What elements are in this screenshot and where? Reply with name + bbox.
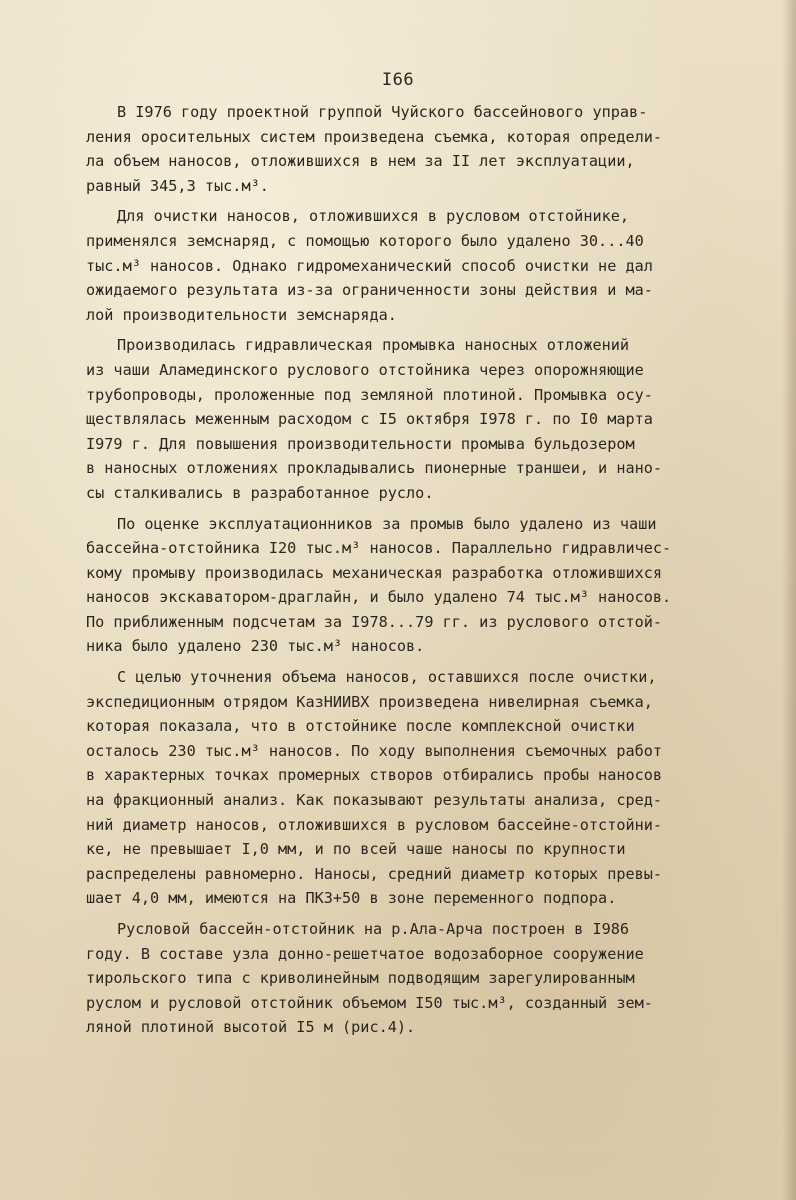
text-line: В I976 году проектной группой Чуйского бассейнового управ-	[117, 103, 648, 121]
text-line: экспедиционным отрядом КазНИИВХ произведена нивелирная съемка,	[86, 692, 653, 711]
text-line: которая показала, что в отстойнике после комплексной очистки	[86, 717, 635, 736]
text-line: лой производительности земснаряда.	[86, 305, 397, 324]
text-line: применялся земснаряд, с помощью которого было удалено 30...40	[86, 231, 644, 250]
text-line: сы сталкивались в разработанное русло.	[86, 483, 434, 502]
text-line: осталось 230 тыс.м³ наносов. По ходу выполнения съемочных работ	[86, 741, 663, 760]
body-text	[86, 100, 736, 1040]
paragraph	[86, 100, 736, 198]
text-line: С целью уточнения объема наносов, оставшихся после очистки,	[117, 668, 657, 687]
page-number: I66	[381, 70, 415, 90]
text-line: кому промыву производилась механическая разработка отложившихся	[86, 563, 663, 582]
text-line: в наносных отложениях прокладывались пионерные траншеи, и нано-	[86, 459, 663, 478]
paragraph	[86, 204, 736, 327]
paragraph	[86, 512, 736, 660]
text-line: году. В составе узла донно-решетчатое водозаборное сооружение	[86, 944, 644, 963]
text-line: ществлялась меженным расходом с I5 октября I978 г. по I0 марта	[86, 410, 653, 429]
text-line: ожидаемого результата из-за ограниченности зоны действия и ма-	[86, 281, 653, 300]
text-line: ления оросительных систем произведена съемка, которая определи-	[86, 127, 663, 146]
text-line: I979 г. Для повышения производительности промыва бульдозером	[86, 434, 635, 453]
text-line: трубопроводы, проложенные под земляной плотиной. Промывка осу-	[86, 385, 653, 404]
text-line: из чаши Аламединского руслового отстойника через опорожняющие	[86, 360, 644, 379]
text-line: наносов экскаватором-драглайн, и было удалено 74 тыс.м³ наносов.	[86, 588, 672, 607]
paragraph	[86, 333, 736, 505]
text-line: в характерных точках промерных створов отбирались пробы наносов	[86, 766, 663, 785]
text-line: равный 345,3 тыс.м³.	[86, 176, 269, 195]
text-line: шает 4,0 мм, имеются на ПКЗ+50 в зоне переменного подпора.	[86, 889, 617, 908]
page-edge-shadow	[782, 0, 796, 1200]
text-line: на фракционный анализ. Как показывают результаты анализа, сред-	[86, 791, 663, 810]
text-line: бассейна-отстойника I20 тыс.м³ наносов. Параллельно гидравличес-	[86, 539, 672, 558]
text-line: По приближенным подсчетам за I978...79 гг. из руслового отстой-	[86, 612, 663, 631]
text-line: ника было удалено 230 тыс.м³ наносов.	[86, 637, 425, 656]
text-line: руслом и русловой отстойник объемом I50 тыс.м³, созданный зем-	[86, 993, 653, 1012]
text-line: распределены равномерно. Наносы, средний диаметр которых превы-	[86, 864, 663, 883]
text-line: ний диаметр наносов, отложившихся в русловом бассейне-отстойни-	[86, 815, 663, 834]
text-line: тирольского типа с криволинейным подводящим зарегулированным	[86, 969, 635, 988]
paragraph	[86, 665, 736, 911]
text-line: ке, не превышает I,0 мм, и по всей чаше наносы по крупности	[86, 840, 626, 859]
paragraph	[86, 917, 736, 1040]
text-line: ляной плотиной высотой I5 м (рис.4).	[86, 1018, 416, 1037]
text-line: По оценке эксплуатационников за промыв было удалено из чаши	[117, 514, 657, 533]
text-line: ла объем наносов, отложившихся в нем за II лет эксплуатации,	[86, 152, 635, 171]
text-line: Производилась гидравлическая промывка наносных отложений	[117, 336, 630, 355]
text-line: тыс.м³ наносов. Однако гидромеханический способ очистки не дал	[86, 256, 653, 275]
text-line: Русловой бассейн-отстойник на р.Ала-Арча построен в I986	[117, 920, 630, 938]
text-line: Для очистки наносов, отложившихся в русловом отстойнике,	[117, 207, 630, 226]
